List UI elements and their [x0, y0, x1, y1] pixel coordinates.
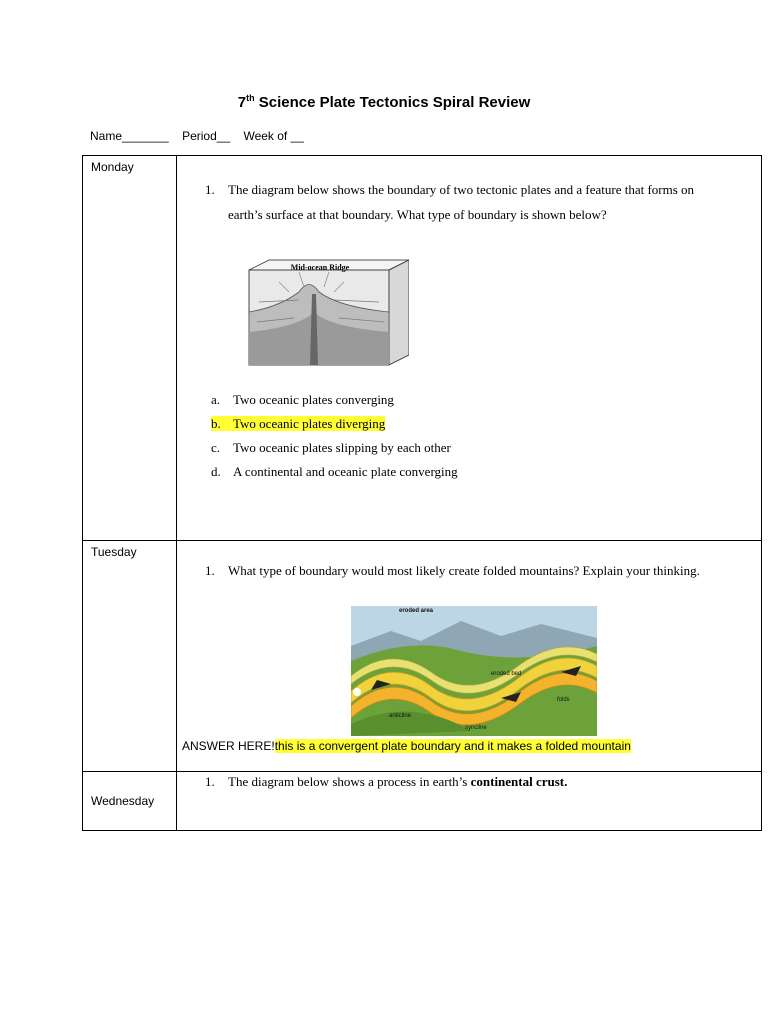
- day-label-tuesday: Tuesday: [83, 541, 177, 772]
- period-field-label: Period__: [182, 129, 231, 143]
- monday-content: [177, 156, 762, 541]
- tuesday-content: [177, 541, 762, 772]
- question-number: 1.: [205, 182, 215, 197]
- day-label-wednesday: Wednesday: [83, 772, 177, 831]
- label-folds: folds: [557, 697, 570, 703]
- name-field-label: Name_______: [90, 129, 169, 143]
- wednesday-content: [177, 772, 762, 831]
- tuesday-row: [83, 541, 762, 772]
- question-number: 1.: [205, 774, 215, 789]
- label-eroded-area: eroded area: [399, 608, 434, 614]
- page-title: 7th Science Plate Tectonics Spiral Review: [237, 93, 531, 111]
- option-d: d. A continental and oceanic plate converging: [211, 464, 458, 479]
- monday-row: [83, 156, 762, 541]
- question-text-line1: The diagram below shows the boundary of two tectonic plates and a feature that forms on: [228, 182, 695, 197]
- option-b-highlighted: b. Two oceanic plates diverging: [211, 416, 386, 431]
- student-info-line: [90, 129, 314, 143]
- diagram-label-mid-ocean-ridge: Mid-ocean Ridge: [290, 263, 350, 272]
- wednesday-row: [83, 772, 762, 831]
- option-c: c. Two oceanic plates slipping by each other: [211, 440, 451, 455]
- answer-text-highlighted: this is a convergent plate boundary and it makes a folded mountain: [274, 739, 631, 753]
- question-number: 1.: [205, 563, 215, 578]
- question-text-line2: earth’s surface at that boundary. What type of boundary is shown below?: [228, 207, 607, 222]
- answer-prefix: ANSWER HERE!: [182, 739, 275, 753]
- answer-options: [211, 392, 458, 488]
- label-anticline: anticline: [389, 713, 412, 719]
- answer-line: [182, 739, 631, 753]
- folded-mountains-diagram: [351, 606, 597, 736]
- label-syncline: syncline: [465, 725, 487, 731]
- question-text: What type of boundary would most likely create folded mountains? Explain your thinking.: [228, 563, 700, 578]
- review-table: [82, 155, 762, 831]
- week-field-label: Week of __: [243, 129, 304, 143]
- label-eroded-bed: eroded bed: [491, 671, 522, 677]
- option-a: a. Two oceanic plates converging: [211, 392, 394, 407]
- question-text: The diagram below shows a process in earth’s continental crust.: [228, 774, 568, 789]
- day-label-monday: Monday: [83, 156, 177, 541]
